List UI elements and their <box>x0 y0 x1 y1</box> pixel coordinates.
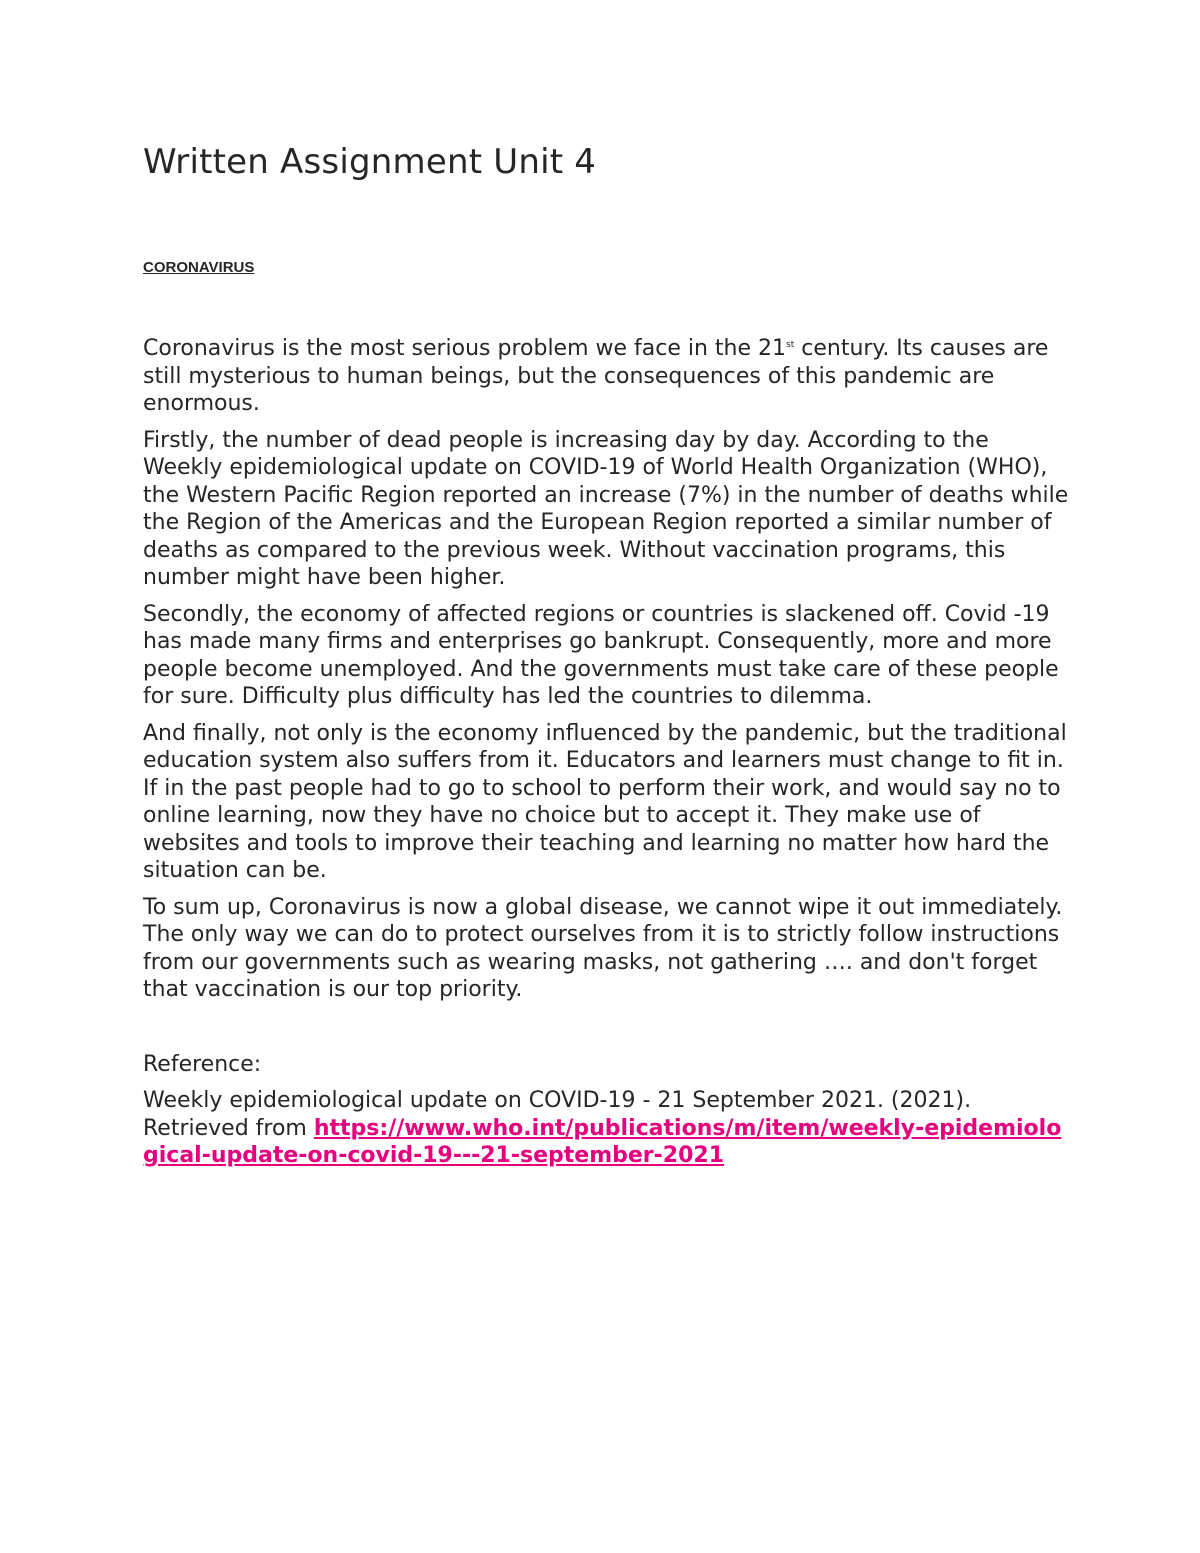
body-paragraph-education: And finally, not only is the economy influenced by the pandemic, but the traditional education system also suffers from it. Educators and learners must change to fit in. If in the past people had to go to school to perform their work, and would say no to online learning, now they have no choice but to accept it. They make use of websites and tools to improve their teaching and learning no matter how hard the situation can be. <box>143 720 1067 883</box>
document-body <box>143 140 1073 1170</box>
section-heading: CORONAVIRUS <box>143 259 255 276</box>
reference-label: Reference: <box>143 1051 262 1077</box>
body-paragraph-economy: Secondly, the economy of affected regions or countries is slackened off. Covid -19 has made many firms and enterprises go bankrupt. Consequently, more and more people become unemployed. And the governments must take care of these people for sure. Difficulty plus difficulty has led the countries to dilemma. <box>143 601 1059 709</box>
intro-text-end: century. Its causes are still mysterious to human beings, but the consequences of this pandemic are enormous. <box>143 336 1049 416</box>
intro-text-start: Coronavirus is the most serious problem we face in the 21 <box>143 336 787 361</box>
document-title: Written Assignment Unit 4 <box>143 142 597 182</box>
body-paragraph-deaths: Firstly, the number of dead people is increasing day by day. According to the Weekly epidemiological update on COVID-19 of World Health Organization (WHO), the Western Pacific Region reported an increase (7%) in the number of deaths while the Region of the Americas and the European Region reported a similar number of deaths as compared to the previous week. Without vaccination programs, this number might have been higher. <box>143 427 1069 590</box>
intro-paragraph <box>143 335 1073 418</box>
body-paragraph-conclusion: To sum up, Coronavirus is now a global disease, we cannot wipe it out immediately. The only way we can do to protect ourselves from it is to strictly follow instructions from our governments such as wearing masks, not gathering …. and don't forget that vaccination is our top priority. <box>143 894 1063 1002</box>
reference-citation: Weekly epidemiological update on COVID-19 - 21 September 2021. (2021). Retrieved from <box>143 1088 972 1141</box>
ordinal-superscript: st <box>786 340 795 350</box>
reference-entry <box>143 1087 1073 1170</box>
reference-link[interactable]: https://www.who.int/publications/m/item/weekly-epidemiological-update-on-covid-19---21-september-2021 <box>143 1115 1062 1168</box>
